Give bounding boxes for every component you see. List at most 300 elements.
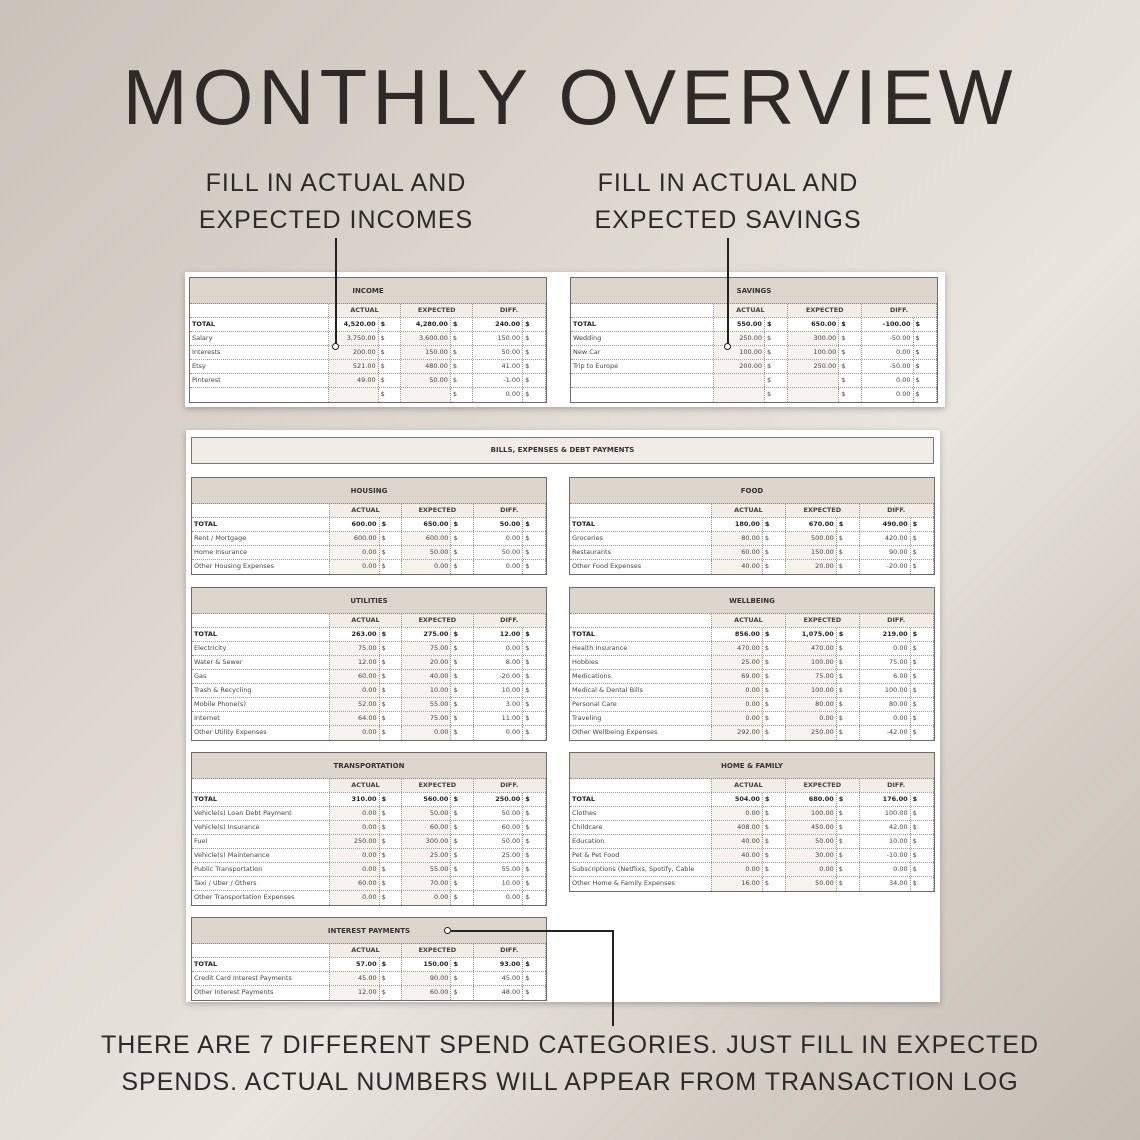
currency-symbol: $ bbox=[451, 835, 473, 848]
diff-cell: 150.00 bbox=[473, 332, 523, 345]
currency-symbol: $ bbox=[523, 877, 545, 890]
diff-cell: 0.00 bbox=[860, 712, 911, 725]
expected-cell[interactable]: 50.00 bbox=[402, 807, 452, 820]
diff-cell: -50.00 bbox=[862, 360, 913, 373]
actual-cell[interactable]: 40.00 bbox=[712, 835, 763, 848]
currency-symbol: $ bbox=[523, 821, 545, 834]
total-label: TOTAL bbox=[570, 793, 712, 806]
home-family-table bbox=[569, 752, 935, 892]
currency-symbol: $ bbox=[763, 670, 786, 683]
expected-cell[interactable]: 80.00 bbox=[786, 698, 837, 711]
currency-symbol: $ bbox=[451, 360, 473, 373]
housing-table bbox=[191, 477, 547, 575]
currency-symbol: $ bbox=[451, 518, 473, 531]
currency-symbol: $ bbox=[523, 346, 545, 359]
diff-header: DIFF. bbox=[474, 779, 546, 792]
currency-symbol: $ bbox=[911, 684, 934, 697]
table-title: UTILITIES bbox=[192, 588, 546, 614]
actual-cell[interactable]: 16.00 bbox=[712, 877, 763, 891]
diff-header: DIFF. bbox=[474, 614, 546, 627]
currency-symbol: $ bbox=[839, 360, 862, 373]
actual-cell[interactable]: 45.00 bbox=[330, 972, 380, 985]
currency-symbol: $ bbox=[839, 374, 862, 387]
bills-banner: BILLS, EXPENSES & DEBT PAYMENTS bbox=[191, 437, 934, 464]
currency-symbol: $ bbox=[379, 388, 401, 402]
actual-cell[interactable]: 0.00 bbox=[330, 821, 380, 834]
row-label: Interests bbox=[190, 346, 329, 359]
total-value: 93.00 bbox=[474, 958, 524, 971]
currency-symbol: $ bbox=[380, 835, 402, 848]
actual-cell[interactable]: 40.00 bbox=[712, 849, 763, 862]
row-label: Electricity bbox=[192, 642, 330, 655]
currency-symbol: $ bbox=[837, 726, 860, 740]
actual-header: ACTUAL bbox=[330, 504, 402, 517]
currency-symbol: $ bbox=[763, 821, 786, 834]
actual-cell[interactable]: 0.00 bbox=[330, 560, 380, 574]
currency-symbol: $ bbox=[451, 958, 473, 971]
currency-symbol: $ bbox=[380, 877, 402, 890]
currency-symbol: $ bbox=[763, 793, 786, 806]
actual-cell[interactable]: 0.00 bbox=[712, 807, 763, 820]
income-table bbox=[189, 277, 547, 403]
diff-cell: 100.00 bbox=[860, 684, 911, 697]
currency-symbol: $ bbox=[451, 346, 473, 359]
currency-symbol: $ bbox=[379, 374, 401, 387]
diff-cell: 0.00 bbox=[860, 642, 911, 655]
header-blank bbox=[570, 779, 712, 792]
expected-cell[interactable]: 25.00 bbox=[402, 849, 452, 862]
currency-symbol: $ bbox=[523, 628, 545, 641]
currency-symbol: $ bbox=[911, 793, 934, 806]
total-row bbox=[192, 793, 546, 807]
actual-cell[interactable]: 0.00 bbox=[712, 863, 763, 876]
expected-cell[interactable]: 70.00 bbox=[402, 877, 452, 890]
total-value: 1,075.00 bbox=[786, 628, 837, 641]
diff-cell: 0.00 bbox=[474, 726, 524, 740]
total-label: TOTAL bbox=[192, 518, 330, 531]
actual-cell[interactable]: 3,750.00 bbox=[329, 332, 379, 345]
currency-symbol: $ bbox=[523, 332, 545, 345]
actual-cell[interactable]: 49.00 bbox=[329, 374, 379, 387]
currency-symbol: $ bbox=[911, 821, 934, 834]
actual-cell[interactable]: 60.00 bbox=[330, 877, 380, 890]
currency-symbol: $ bbox=[451, 712, 473, 725]
currency-symbol: $ bbox=[380, 712, 402, 725]
currency-symbol: $ bbox=[763, 560, 786, 574]
row-label: Pet & Pet Food bbox=[570, 849, 712, 862]
diff-cell: 25.00 bbox=[474, 849, 524, 862]
expected-header: EXPECTED bbox=[786, 614, 860, 627]
row-label: Mobile Phone(s) bbox=[192, 698, 330, 711]
currency-symbol: $ bbox=[837, 793, 860, 806]
expected-cell[interactable]: 50.00 bbox=[786, 835, 837, 848]
column-header-row bbox=[190, 304, 546, 318]
actual-cell[interactable]: 0.00 bbox=[330, 863, 380, 876]
currency-symbol: $ bbox=[523, 518, 545, 531]
currency-symbol: $ bbox=[523, 546, 545, 559]
expected-cell[interactable]: 55.00 bbox=[402, 698, 452, 711]
row-label bbox=[571, 388, 714, 402]
table-row bbox=[570, 532, 934, 546]
expected-cell[interactable]: 50.00 bbox=[401, 374, 451, 387]
actual-cell[interactable]: 292.00 bbox=[712, 726, 763, 740]
currency-symbol: $ bbox=[523, 670, 545, 683]
currency-symbol: $ bbox=[451, 546, 473, 559]
column-header-row bbox=[570, 504, 934, 518]
expected-cell[interactable]: 20.00 bbox=[402, 656, 452, 669]
table-row bbox=[571, 374, 937, 388]
table-row bbox=[192, 807, 546, 821]
actual-cell[interactable]: 0.00 bbox=[712, 712, 763, 725]
actual-cell[interactable]: 408.00 bbox=[712, 821, 763, 834]
actual-header: ACTUAL bbox=[329, 304, 401, 317]
row-label: Other Wellbeing Expenses bbox=[570, 726, 712, 740]
currency-symbol: $ bbox=[523, 835, 545, 848]
expected-cell[interactable]: 500.00 bbox=[786, 532, 837, 545]
row-label: Subscriptions (Netflixs, Spotify, Cable bbox=[570, 863, 712, 876]
diff-cell: -20.00 bbox=[474, 670, 524, 683]
diff-cell: 0.00 bbox=[474, 532, 524, 545]
expected-cell[interactable]: 450.00 bbox=[786, 821, 837, 834]
expected-cell[interactable]: 300.00 bbox=[788, 332, 839, 345]
header-blank bbox=[192, 504, 330, 517]
currency-symbol: $ bbox=[839, 318, 862, 331]
total-value: 670.00 bbox=[786, 518, 837, 531]
expected-cell[interactable]: 480.00 bbox=[401, 360, 451, 373]
currency-symbol: $ bbox=[765, 332, 788, 345]
total-value: 4,520.00 bbox=[329, 318, 379, 331]
diff-cell: 0.00 bbox=[862, 374, 913, 387]
table-row bbox=[571, 346, 937, 360]
table-row bbox=[192, 849, 546, 863]
currency-symbol: $ bbox=[523, 388, 545, 402]
currency-symbol: $ bbox=[380, 670, 402, 683]
expected-cell[interactable] bbox=[401, 388, 451, 402]
actual-cell[interactable]: 0.00 bbox=[330, 546, 380, 559]
expected-cell[interactable]: 100.00 bbox=[786, 807, 837, 820]
table-row bbox=[192, 698, 546, 712]
callout-line: EXPECTED SAVINGS bbox=[594, 206, 862, 234]
actual-cell[interactable]: 200.00 bbox=[714, 360, 765, 373]
expected-cell[interactable]: 250.00 bbox=[786, 726, 837, 740]
callout-line: THERE ARE 7 DIFFERENT SPEND CATEGORIES. JUST FILL IN EXPECTED bbox=[100, 1031, 1040, 1059]
currency-symbol: $ bbox=[765, 346, 788, 359]
total-value: 600.00 bbox=[330, 518, 380, 531]
expected-header: EXPECTED bbox=[786, 504, 860, 517]
total-value: 550.00 bbox=[714, 318, 765, 331]
row-label: Clothes bbox=[570, 807, 712, 820]
currency-symbol: $ bbox=[523, 656, 545, 669]
currency-symbol: $ bbox=[523, 360, 545, 373]
row-label: Vehicle(s) Maintenance bbox=[192, 849, 330, 862]
table-row bbox=[571, 360, 937, 374]
actual-cell[interactable]: 60.00 bbox=[712, 546, 763, 559]
currency-symbol: $ bbox=[914, 374, 937, 387]
actual-cell[interactable]: 52.00 bbox=[330, 698, 380, 711]
table-title: INCOME bbox=[190, 278, 546, 304]
diff-cell: 0.00 bbox=[474, 560, 524, 574]
expected-cell[interactable]: 100.00 bbox=[786, 656, 837, 669]
currency-symbol: $ bbox=[451, 628, 473, 641]
currency-symbol: $ bbox=[763, 877, 786, 891]
currency-symbol: $ bbox=[523, 863, 545, 876]
total-value: 263.00 bbox=[330, 628, 380, 641]
currency-symbol: $ bbox=[451, 684, 473, 697]
actual-cell[interactable]: 200.00 bbox=[329, 346, 379, 359]
expected-cell[interactable]: 0.00 bbox=[402, 560, 452, 574]
diff-cell: 3.00 bbox=[474, 698, 524, 711]
table-row bbox=[570, 821, 934, 835]
actual-cell[interactable]: 40.00 bbox=[712, 560, 763, 574]
actual-cell[interactable]: 80.00 bbox=[712, 532, 763, 545]
wellbeing-table bbox=[569, 587, 935, 741]
currency-symbol: $ bbox=[451, 374, 473, 387]
currency-symbol: $ bbox=[380, 986, 402, 1000]
expected-cell[interactable]: 75.00 bbox=[402, 712, 452, 725]
expected-cell[interactable]: 250.00 bbox=[788, 360, 839, 373]
diff-cell: 41.00 bbox=[473, 360, 523, 373]
actual-cell[interactable]: 100.00 bbox=[714, 346, 765, 359]
food-table bbox=[569, 477, 935, 575]
currency-symbol: $ bbox=[911, 849, 934, 862]
diff-cell: 42.00 bbox=[860, 821, 911, 834]
total-row bbox=[192, 958, 546, 972]
expected-cell[interactable]: 75.00 bbox=[786, 670, 837, 683]
actual-cell[interactable]: 0.00 bbox=[330, 891, 380, 905]
currency-symbol: $ bbox=[380, 891, 402, 905]
expected-cell[interactable]: 0.00 bbox=[786, 712, 837, 725]
actual-cell[interactable]: 12.00 bbox=[330, 656, 380, 669]
actual-cell[interactable]: 0.00 bbox=[330, 726, 380, 740]
currency-symbol: $ bbox=[837, 642, 860, 655]
actual-cell[interactable]: 0.00 bbox=[712, 698, 763, 711]
table-row bbox=[192, 642, 546, 656]
actual-cell[interactable]: 12.00 bbox=[330, 986, 380, 1000]
currency-symbol: $ bbox=[523, 807, 545, 820]
currency-symbol: $ bbox=[911, 698, 934, 711]
currency-symbol: $ bbox=[839, 332, 862, 345]
actual-cell[interactable]: 0.00 bbox=[330, 807, 380, 820]
expected-cell[interactable]: 10.00 bbox=[402, 684, 452, 697]
total-value: 57.00 bbox=[330, 958, 380, 971]
currency-symbol: $ bbox=[451, 986, 473, 1000]
actual-cell[interactable]: 25.00 bbox=[712, 656, 763, 669]
diff-cell: -50.00 bbox=[862, 332, 913, 345]
row-label: Trip to Europe bbox=[571, 360, 714, 373]
row-label: Water & Sewer bbox=[192, 656, 330, 669]
currency-symbol: $ bbox=[765, 318, 788, 331]
callout-dot bbox=[332, 343, 339, 350]
row-label: Other Utility Expenses bbox=[192, 726, 330, 740]
currency-symbol: $ bbox=[380, 958, 402, 971]
actual-cell[interactable]: 250.00 bbox=[330, 835, 380, 848]
actual-header: ACTUAL bbox=[330, 779, 402, 792]
currency-symbol: $ bbox=[523, 318, 545, 331]
currency-symbol: $ bbox=[451, 656, 473, 669]
row-label: Internet bbox=[192, 712, 330, 725]
currency-symbol: $ bbox=[523, 986, 545, 1000]
total-value: 176.00 bbox=[860, 793, 911, 806]
diff-cell: 0.00 bbox=[860, 863, 911, 876]
expected-cell[interactable]: 0.00 bbox=[402, 891, 452, 905]
expected-header: EXPECTED bbox=[788, 304, 862, 317]
callout-connector bbox=[727, 238, 729, 344]
table-title: TRANSPORTATION bbox=[192, 753, 546, 779]
actual-cell[interactable] bbox=[714, 388, 765, 402]
total-value: 650.00 bbox=[788, 318, 839, 331]
currency-symbol: $ bbox=[837, 532, 860, 545]
total-value: 560.00 bbox=[402, 793, 452, 806]
currency-symbol: $ bbox=[451, 318, 473, 331]
currency-symbol: $ bbox=[451, 726, 473, 740]
currency-symbol: $ bbox=[911, 863, 934, 876]
currency-symbol: $ bbox=[451, 793, 473, 806]
currency-symbol: $ bbox=[911, 656, 934, 669]
currency-symbol: $ bbox=[451, 863, 473, 876]
expected-cell[interactable]: 150.00 bbox=[786, 546, 837, 559]
actual-cell[interactable]: 250.00 bbox=[714, 332, 765, 345]
diff-cell: 100.00 bbox=[860, 807, 911, 820]
expected-cell[interactable] bbox=[788, 388, 839, 402]
expected-cell[interactable]: 3,600.00 bbox=[401, 332, 451, 345]
callout-line: FILL IN ACTUAL AND bbox=[597, 169, 859, 197]
table-row bbox=[192, 532, 546, 546]
currency-symbol: $ bbox=[379, 360, 401, 373]
actual-header: ACTUAL bbox=[712, 614, 786, 627]
currency-symbol: $ bbox=[763, 712, 786, 725]
diff-header: DIFF. bbox=[860, 504, 934, 517]
expected-cell[interactable]: 60.00 bbox=[402, 986, 452, 1000]
actual-header: ACTUAL bbox=[714, 304, 788, 317]
expected-cell[interactable]: 100.00 bbox=[786, 684, 837, 697]
header-blank bbox=[192, 944, 330, 957]
total-label: TOTAL bbox=[571, 318, 714, 331]
diff-cell: 90.00 bbox=[860, 546, 911, 559]
actual-cell[interactable]: 69.00 bbox=[712, 670, 763, 683]
actual-cell[interactable]: 0.00 bbox=[330, 849, 380, 862]
diff-header: DIFF. bbox=[860, 614, 934, 627]
expected-cell[interactable]: 50.00 bbox=[786, 877, 837, 891]
expected-cell[interactable]: 0.00 bbox=[402, 726, 452, 740]
callout-categories bbox=[0, 1027, 1140, 1101]
actual-cell[interactable] bbox=[329, 388, 379, 402]
actual-cell[interactable]: 0.00 bbox=[330, 684, 380, 697]
diff-cell: 0.00 bbox=[474, 891, 524, 905]
currency-symbol: $ bbox=[763, 642, 786, 655]
expected-cell[interactable]: 40.00 bbox=[402, 670, 452, 683]
diff-cell: 34.00 bbox=[860, 877, 911, 891]
currency-symbol: $ bbox=[837, 807, 860, 820]
expected-cell[interactable]: 300.00 bbox=[402, 835, 452, 848]
table-row bbox=[570, 849, 934, 863]
currency-symbol: $ bbox=[451, 332, 473, 345]
diff-header: DIFF. bbox=[862, 304, 936, 317]
currency-symbol: $ bbox=[911, 546, 934, 559]
expected-cell[interactable]: 30.00 bbox=[786, 849, 837, 862]
expected-cell[interactable]: 55.00 bbox=[402, 863, 452, 876]
total-label: TOTAL bbox=[570, 518, 712, 531]
actual-cell[interactable]: 600.00 bbox=[330, 532, 380, 545]
actual-header: ACTUAL bbox=[330, 614, 402, 627]
table-row bbox=[192, 726, 546, 740]
table-row bbox=[190, 360, 546, 374]
currency-symbol: $ bbox=[837, 835, 860, 848]
row-label: Credit Card Interest Payments bbox=[192, 972, 330, 985]
currency-symbol: $ bbox=[380, 656, 402, 669]
total-row bbox=[570, 628, 934, 642]
total-value: 650.00 bbox=[402, 518, 452, 531]
actual-header: ACTUAL bbox=[712, 779, 786, 792]
expected-cell[interactable]: 600.00 bbox=[402, 532, 452, 545]
expected-cell[interactable]: 100.00 bbox=[788, 346, 839, 359]
row-label: New Car bbox=[571, 346, 714, 359]
currency-symbol: $ bbox=[837, 560, 860, 574]
expected-cell[interactable]: 0.00 bbox=[786, 863, 837, 876]
expected-header: EXPECTED bbox=[402, 779, 474, 792]
diff-cell: -1.00 bbox=[473, 374, 523, 387]
actual-cell[interactable]: 470.00 bbox=[712, 642, 763, 655]
row-label: Taxi / Uber / Others bbox=[192, 877, 330, 890]
callout-savings bbox=[578, 165, 878, 239]
total-label: TOTAL bbox=[190, 318, 329, 331]
actual-cell[interactable]: 60.00 bbox=[330, 670, 380, 683]
row-label bbox=[571, 374, 714, 387]
total-value: 856.00 bbox=[712, 628, 763, 641]
currency-symbol: $ bbox=[380, 518, 402, 531]
currency-symbol: $ bbox=[523, 642, 545, 655]
expected-cell[interactable]: 60.00 bbox=[402, 821, 452, 834]
table-row bbox=[570, 807, 934, 821]
diff-cell: 48.00 bbox=[474, 986, 524, 1000]
currency-symbol: $ bbox=[380, 546, 402, 559]
currency-symbol: $ bbox=[379, 346, 401, 359]
expected-cell[interactable]: 470.00 bbox=[786, 642, 837, 655]
expected-header: EXPECTED bbox=[401, 304, 473, 317]
expected-cell[interactable]: 150.00 bbox=[401, 346, 451, 359]
currency-symbol: $ bbox=[837, 656, 860, 669]
currency-symbol: $ bbox=[765, 388, 788, 402]
expected-cell[interactable]: 90.00 bbox=[402, 972, 452, 985]
currency-symbol: $ bbox=[837, 670, 860, 683]
total-value: 50.00 bbox=[474, 518, 524, 531]
currency-symbol: $ bbox=[523, 560, 545, 574]
actual-cell[interactable]: 64.00 bbox=[330, 712, 380, 725]
actual-cell[interactable] bbox=[714, 374, 765, 387]
expected-cell[interactable]: 75.00 bbox=[402, 642, 452, 655]
column-header-row bbox=[192, 944, 546, 958]
callout-incomes bbox=[186, 165, 486, 239]
currency-symbol: $ bbox=[523, 891, 545, 905]
actual-cell[interactable]: 75.00 bbox=[330, 642, 380, 655]
currency-symbol: $ bbox=[451, 877, 473, 890]
table-row bbox=[570, 656, 934, 670]
expected-cell[interactable] bbox=[788, 374, 839, 387]
table-row bbox=[570, 726, 934, 740]
currency-symbol: $ bbox=[911, 518, 934, 531]
table-title: FOOD bbox=[570, 478, 934, 504]
actual-cell[interactable]: 521.00 bbox=[329, 360, 379, 373]
actual-cell[interactable]: 0.00 bbox=[712, 684, 763, 697]
total-value: 310.00 bbox=[330, 793, 380, 806]
column-header-row bbox=[570, 779, 934, 793]
expected-cell[interactable]: 50.00 bbox=[402, 546, 452, 559]
currency-symbol: $ bbox=[380, 793, 402, 806]
expected-cell[interactable]: 20.00 bbox=[786, 560, 837, 574]
total-label: TOTAL bbox=[192, 793, 330, 806]
currency-symbol: $ bbox=[837, 698, 860, 711]
diff-cell: 45.00 bbox=[474, 972, 524, 985]
row-label: Health Insurance bbox=[570, 642, 712, 655]
